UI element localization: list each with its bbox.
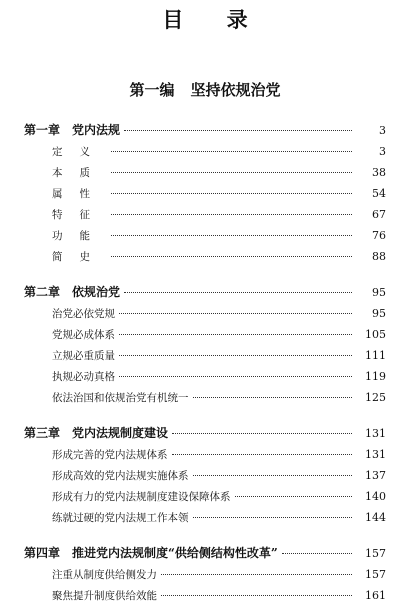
dot-leader [161, 573, 352, 575]
dot-leader [161, 594, 352, 596]
section-title: 属性 [52, 188, 107, 200]
toc-section-entry[interactable] [0, 303, 410, 324]
toc-section-entry[interactable] [0, 246, 410, 267]
page-number: 38 [372, 166, 386, 179]
dot-leader [111, 171, 352, 173]
table-of-contents [0, 120, 410, 606]
chapter-label: 第三章 [24, 426, 61, 440]
chapter-label: 第四章 [24, 546, 61, 560]
chapter-heading [24, 282, 120, 303]
section-title: 依法治国和依规治党有机统一 [52, 392, 189, 404]
section-title: 注重从制度供给侧发力 [52, 569, 157, 581]
dot-leader [119, 354, 352, 356]
toc-section-entry[interactable] [0, 486, 410, 507]
section-title: 党规必成体系 [52, 329, 115, 341]
section-title: 特征 [52, 209, 107, 221]
chapter-gap [0, 267, 410, 282]
section-title: 立规必重质量 [52, 350, 115, 362]
part-heading [0, 79, 410, 100]
toc-chapter-entry[interactable] [0, 543, 410, 564]
dot-leader [119, 375, 352, 377]
dot-leader [193, 516, 353, 518]
page-number: 105 [365, 328, 386, 341]
section-title: 形成有力的党内法规制度建设保障体系 [52, 491, 231, 503]
toc-section-entry[interactable] [0, 444, 410, 465]
page-number: 125 [365, 391, 386, 404]
chapter-gap [0, 408, 410, 423]
section-title: 简史 [52, 251, 107, 263]
chapter-heading [24, 543, 278, 564]
chapter-label: 第二章 [24, 285, 61, 299]
chapter-gap [0, 528, 410, 543]
chapter-heading [24, 120, 120, 141]
section-title: 形成完善的党内法规体系 [52, 449, 168, 461]
toc-section-entry[interactable] [0, 564, 410, 585]
toc-section-entry[interactable] [0, 345, 410, 366]
dot-leader [124, 291, 352, 293]
toc-chapter-entry[interactable] [0, 423, 410, 444]
toc-section-entry[interactable] [0, 507, 410, 528]
toc-chapter-entry[interactable] [0, 282, 410, 303]
toc-section-entry[interactable] [0, 204, 410, 225]
section-title: 形成高效的党内法规实施体系 [52, 470, 189, 482]
dot-leader [172, 453, 353, 455]
part-number: 第一编 [129, 81, 175, 99]
page-number: 3 [379, 145, 386, 158]
page-number: 3 [379, 124, 386, 137]
toc-section-entry[interactable] [0, 183, 410, 204]
chapter-title: 党内法规 [72, 123, 121, 137]
part-title: 坚持依规治党 [190, 81, 281, 99]
section-title: 聚焦提升制度供给效能 [52, 590, 157, 602]
toc-chapter-entry[interactable] [0, 120, 410, 141]
page-number: 144 [365, 511, 386, 524]
page-number: 119 [365, 370, 386, 383]
toc-section-entry[interactable] [0, 387, 410, 408]
dot-leader [282, 552, 352, 554]
dot-leader [119, 333, 352, 335]
dot-leader [119, 312, 352, 314]
dot-leader [172, 432, 352, 434]
dot-leader [193, 396, 353, 398]
dot-leader [111, 192, 352, 194]
toc-section-entry[interactable] [0, 366, 410, 387]
dot-leader [111, 150, 352, 152]
page-number: 137 [365, 469, 386, 482]
toc-section-entry[interactable] [0, 162, 410, 183]
chapter-label: 第一章 [24, 123, 61, 137]
page-number: 111 [365, 349, 386, 362]
page-number: 95 [372, 307, 386, 320]
page-number: 76 [372, 229, 386, 242]
chapter-title: 推进党内法规制度“供给侧结构性改革” [72, 546, 278, 560]
page-number: 95 [372, 286, 386, 299]
page-number: 161 [365, 589, 386, 602]
page-number: 67 [372, 208, 386, 221]
section-title: 练就过硬的党内法规工作本领 [52, 512, 189, 524]
page-number: 131 [365, 448, 386, 461]
section-title: 功能 [52, 230, 107, 242]
section-title: 定义 [52, 146, 107, 158]
chapter-title: 依规治党 [72, 285, 121, 299]
section-title: 本质 [52, 167, 107, 179]
dot-leader [111, 234, 352, 236]
toc-section-entry[interactable] [0, 465, 410, 486]
dot-leader [111, 213, 352, 215]
dot-leader [111, 255, 352, 257]
page-number: 140 [365, 490, 386, 503]
page-number: 157 [365, 568, 386, 581]
toc-section-entry[interactable] [0, 585, 410, 606]
page-number: 54 [372, 187, 386, 200]
section-title: 执规必动真格 [52, 371, 115, 383]
page-number: 131 [365, 427, 386, 440]
dot-leader [124, 129, 352, 131]
page-number: 88 [372, 250, 386, 263]
dot-leader [193, 474, 353, 476]
toc-section-entry[interactable] [0, 225, 410, 246]
toc-section-entry[interactable] [0, 141, 410, 162]
dot-leader [235, 495, 353, 497]
page-title: 目 录 [162, 8, 266, 32]
section-title: 治党必依党规 [52, 308, 115, 320]
toc-section-entry[interactable] [0, 324, 410, 345]
page-number: 157 [365, 547, 386, 560]
chapter-title: 党内法规制度建设 [72, 426, 169, 440]
chapter-heading [24, 423, 168, 444]
